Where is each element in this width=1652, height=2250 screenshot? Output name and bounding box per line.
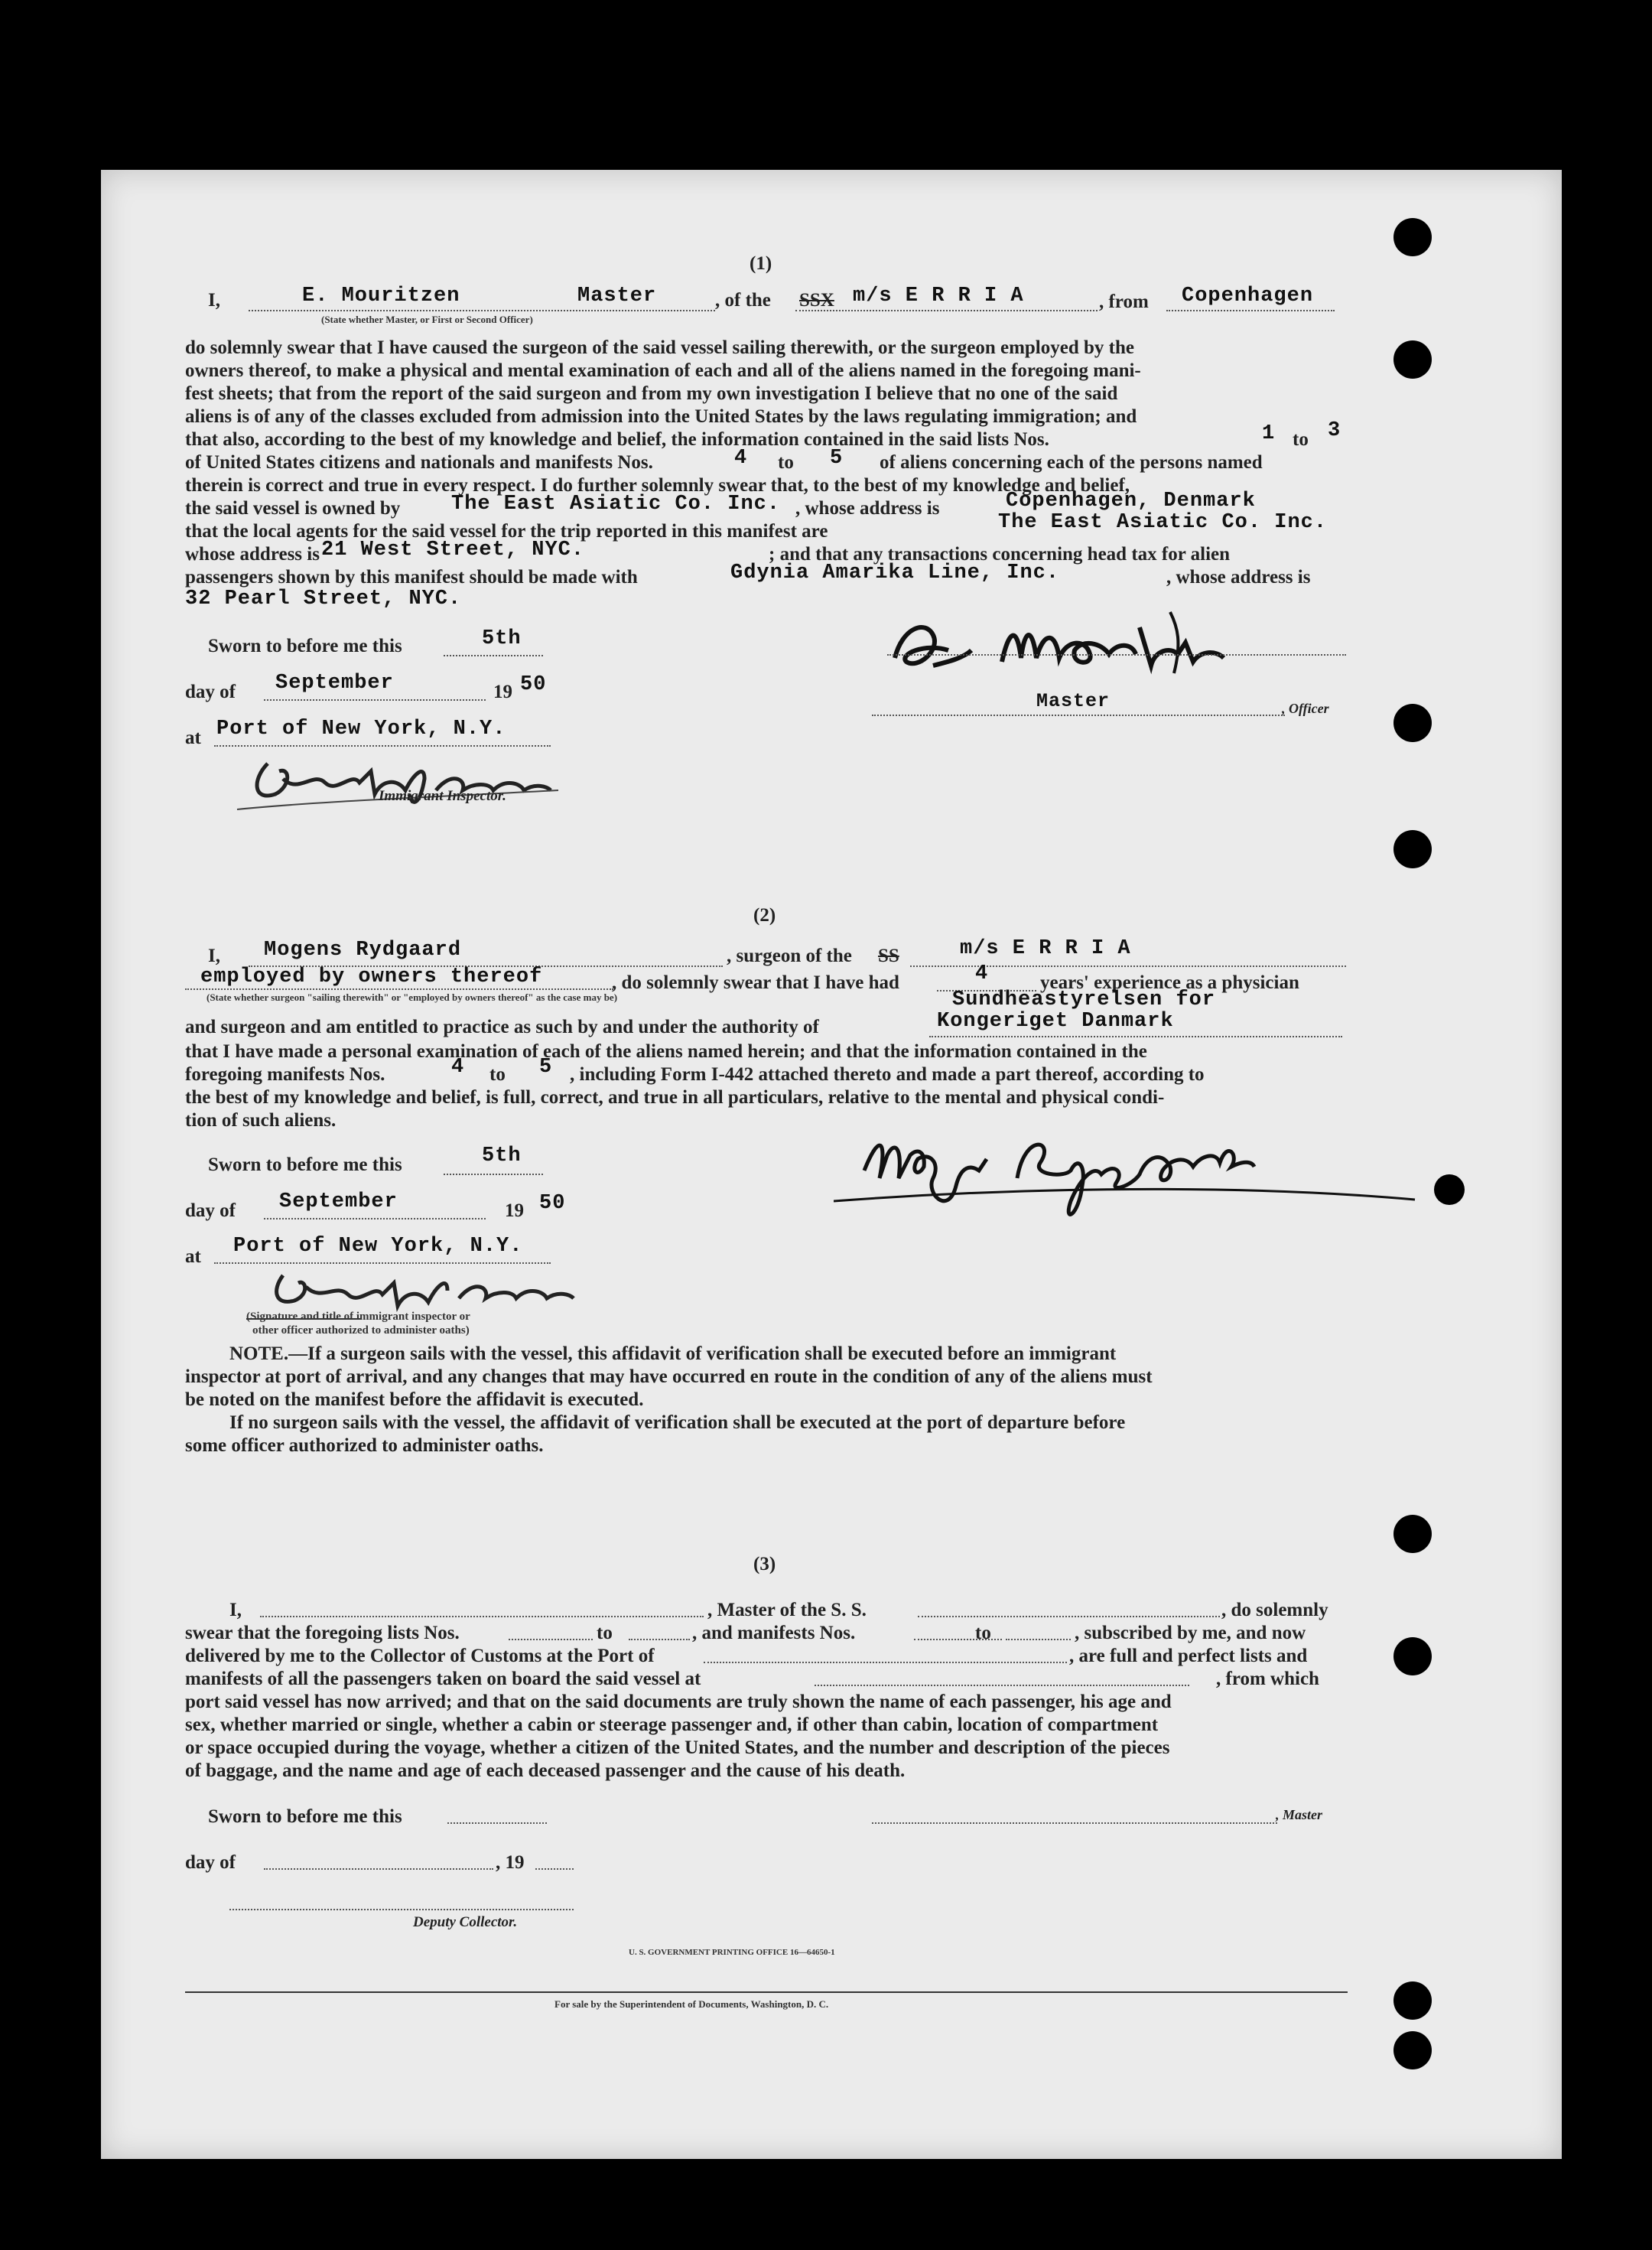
oath-line-3: fest sheets; that from the report of the said surgeon and from my own investigation I believe that no one of the said [185,383,1118,404]
note-label: NOTE. [229,1343,289,1364]
lists-to: 3 [1328,419,1341,442]
manifests-to-label-2: to [489,1064,506,1085]
master-name: E. Mouritzen [302,285,460,308]
punch-hole [1393,704,1432,742]
foregoing-label-b: , including Form I-442 attached thereto and made a part thereof, according to [570,1064,1205,1085]
sworn-label-2: Sworn to before me this [208,1154,402,1175]
s3-swear-lists: swear that the foregoing lists Nos. [185,1623,460,1643]
at-label-2: at [185,1246,201,1267]
master-name-line [249,310,715,311]
s3-delivered: delivered by me to the Collector of Customs at the Port of [185,1646,655,1666]
vessel-name-2: m/s E R R I A [960,937,1131,960]
year-suffix-1: 50 [520,673,547,696]
note-line-1 [229,1343,1116,1366]
punch-hole [1393,1981,1432,2020]
year-suffix-2: 50 [539,1192,566,1215]
surgeon-of-label: , surgeon of the [727,946,852,966]
manifests-to-2: 5 [539,1056,553,1079]
of-the-label: , of the [715,290,771,311]
s3-year-line [535,1868,574,1870]
from-label: , from [1099,291,1149,312]
oath-line-1: do solemnly swear that I have caused the surgeon of the said vessel sailing therewith, or the surgeon employed by the [185,337,1134,358]
local-agent: The East Asiatic Co. Inc. [998,511,1328,534]
note2-line-2: some officer authorized to administer oaths. [185,1435,544,1456]
agent-address-label: whose address is [185,544,320,565]
punch-hole [1393,830,1432,868]
citizens-text-b: of aliens concerning each of the persons named [880,452,1263,473]
citizens-text-a: of United States citizens and nationals and manifests Nos. [185,452,653,473]
s3-lists-from-line [509,1639,593,1640]
s3-vessel-at-line [815,1685,1189,1686]
year-prefix-2: 19 [505,1200,524,1221]
s3-vessel-line [918,1616,1220,1617]
port-from: Copenhagen [1182,285,1314,308]
day-of-label-1: day of [185,682,236,702]
foregoing-label-a: foregoing manifests Nos. [185,1064,385,1085]
s3-deputy-line [229,1909,574,1910]
s3-space-line: or space occupied during the voyage, whether a citizen of the United States, and the number and description of the pieces [185,1737,1170,1758]
section-1-i: I, [208,290,220,311]
master-title-caption: (State whether Master, or First or Second Officer) [321,314,533,325]
vessel-prefix-struck: SSX [799,290,834,311]
s3-master-sig-line [872,1822,1277,1824]
sworn-month-line-2 [264,1218,486,1219]
s3-manifests-all: manifests of all the passengers taken on board the said vessel at [185,1669,701,1689]
authority-a: Sundheastyrelsen for [952,988,1216,1011]
master-title: Master [577,285,657,308]
authority-line [929,1036,1342,1037]
s3-to-1: to [597,1623,613,1643]
inspector-caption-strike [246,1318,361,1320]
punch-hole [1393,1637,1432,1675]
s3-subscribed: , subscribed by me, and now [1075,1623,1306,1643]
s3-sworn-day-line [447,1822,547,1824]
section-1-number: (1) [750,253,772,274]
sworn-place-line-1 [214,745,551,747]
s3-name-line [260,1616,704,1617]
footer-rule [185,1991,1348,1993]
s3-and-manifests: , and manifests Nos. [692,1623,856,1643]
s3-day-of: day of [185,1852,236,1873]
sworn-month-1: September [275,672,394,695]
sworn-place-2: Port of New York, N.Y. [233,1235,523,1258]
s3-master-of: , Master of the S. S. [707,1600,867,1620]
local-agents-label: that the local agents for the said vessel for the trip reported in this manifest are [185,521,828,542]
note2-line-1: If no surgeon sails with the vessel, the affidavit of verification shall be executed at the port of departure before [229,1412,1126,1433]
for-sale-note: For sale by the Superintendent of Documents, Washington, D. C. [554,1998,829,2010]
vessel-line [795,310,1098,311]
port-from-line [1166,310,1335,311]
head-tax-agent: Gdynia Amarika Line, Inc. [730,562,1060,584]
oath-line-5: that also, according to the best of my knowledge and belief, the information contained in the said lists Nos. [185,429,1049,450]
authority-label: and surgeon and am entitled to practice as such by and under the authority of [185,1017,819,1037]
sworn-day-line-2 [444,1174,543,1175]
at-label-1: at [185,728,201,748]
s3-sworn-label: Sworn to before me this [208,1806,402,1827]
manifests-to-label: to [778,452,794,473]
gpo-imprint: U. S. GOVERNMENT PRINTING OFFICE 16—64650-1 [629,1948,835,1957]
surgeon-signature [834,1109,1476,1224]
sworn-label-1: Sworn to before me this [208,636,402,656]
head-tax-address: 32 Pearl Street, NYC. [185,588,462,611]
section-2-i: I, [208,946,220,966]
authority-b: Kongeriget Danmark [937,1010,1174,1033]
note-text-1: —If a surgeon sails with the vessel, this affidavit of verification shall be executed before an immigrant [288,1343,1117,1364]
inspector-caption-b: other officer authorized to administer oaths) [252,1324,470,1337]
vessel-name: m/s E R R I A [853,285,1024,308]
sworn-month-line-1 [264,699,486,701]
owner-address: Copenhagen, Denmark [1006,490,1256,513]
manifests-from: 4 [734,447,748,470]
officer-label: , Officer [1282,701,1329,716]
owner-address-label: , whose address is [795,498,940,519]
sworn-day-1: 5th [482,627,522,650]
belief-line: the best of my knowledge and belief, is full, correct, and true in all particulars, relative to the mental and physical condi- [185,1087,1165,1108]
sworn-day-line-1 [444,655,543,656]
punch-hole [1393,2031,1432,2069]
s3-master-label: , Master [1276,1807,1323,1822]
oath-line-4: aliens is of any of the classes excluded from admission into the United States by the laws regulating immigration; and [185,406,1137,427]
inspector-caption-a: (Signature and title of immigrant inspector or [246,1311,470,1323]
swear-label: , do solemnly swear that I have had [612,972,899,993]
section-3-i: I, [229,1600,242,1620]
note-line-2: inspector at port of arrival, and any changes that may have occurred en route in the condition of any of the aliens must [185,1366,1153,1387]
s3-from-which: , from which [1216,1669,1319,1689]
note-line-3: be noted on the manifest before the affidavit is executed. [185,1389,644,1410]
punch-hole [1393,218,1432,256]
manifests-to: 5 [830,447,844,470]
s3-manifests-to-line [1006,1639,1071,1640]
employment: employed by owners thereof [200,965,543,988]
sworn-month-2: September [279,1190,398,1213]
agent-address: 21 West Street, NYC. [321,539,585,562]
year-prefix-1: 19 [493,682,512,702]
inspector-signature-2 [252,1264,604,1317]
correct-line: therein is correct and true in every respect. I do further solemnly swear that, to the best of my knowledge and belief, [185,475,1130,496]
officer-line [872,715,1285,716]
sworn-place-1: Port of New York, N.Y. [216,718,506,741]
s3-sex-line: sex, whether married or single, whether a cabin or steerage passenger and, if other than cabin, location of compartment [185,1714,1159,1735]
owned-by-label: the said vessel is owned by [185,498,401,519]
punch-hole [1393,1515,1432,1553]
punch-hole [1393,340,1432,379]
inspector-label-1: Immigrant Inspector. [379,788,506,804]
head-tax-label: ; and that any transactions concerning head tax for alien [769,544,1231,565]
s3-baggage-line: of baggage, and the name and age of each deceased passenger and the cause of his death. [185,1760,906,1781]
section-2-number: (2) [753,905,776,926]
years-experience: 4 [975,962,989,985]
exam-line: that I have made a personal examination of each of the aliens named herein; and that the information contained in the [185,1041,1147,1062]
ink-blot [1434,1174,1465,1205]
s3-to-2: to [975,1623,991,1643]
years-label: years' experience as a physician [1040,972,1299,993]
s3-lists-to-line [629,1639,690,1640]
s3-port-line [704,1662,1067,1663]
vessel-prefix-struck-2: SS [878,946,899,966]
s3-are-full: , are full and perfect lists and [1069,1646,1308,1666]
master-signature [880,597,1308,681]
s3-deputy-label: Deputy Collector. [413,1914,518,1930]
day-of-label-2: day of [185,1200,236,1221]
sworn-day-2: 5th [482,1145,522,1167]
manifests-from-2: 4 [451,1056,465,1079]
oath-line-2: owners thereof, to make a physical and mental examination of each and all of the aliens named in the foregoing mani- [185,360,1141,381]
officer-title: Master [1036,690,1111,712]
s3-do-solemnly: , do solemnly [1221,1600,1328,1620]
employment-caption: (State whether surgeon "sailing therewith" or "employed by owners thereof" as the case may be) [206,991,618,1003]
vessel-owner: The East Asiatic Co. Inc. [451,493,781,516]
tion-line: tion of such aliens. [185,1110,337,1131]
s3-year-prefix: , 19 [496,1852,525,1873]
s3-port-said: port said vessel has now arrived; and that on the said documents are truly shown the name of each passenger, his age and [185,1692,1172,1712]
officer-line-top [887,654,1346,656]
lists-to-label: to [1293,429,1309,450]
passengers-label: passengers shown by this manifest should be made with [185,567,638,588]
s3-month-line [264,1868,493,1870]
section-3-number: (3) [753,1554,776,1574]
head-tax-address-label: , whose address is [1166,567,1311,588]
employment-line [185,988,613,990]
inspector-signature-1 [222,748,574,817]
lists-from: 1 [1262,422,1276,445]
surgeon-name: Mogens Rydgaard [264,939,462,962]
